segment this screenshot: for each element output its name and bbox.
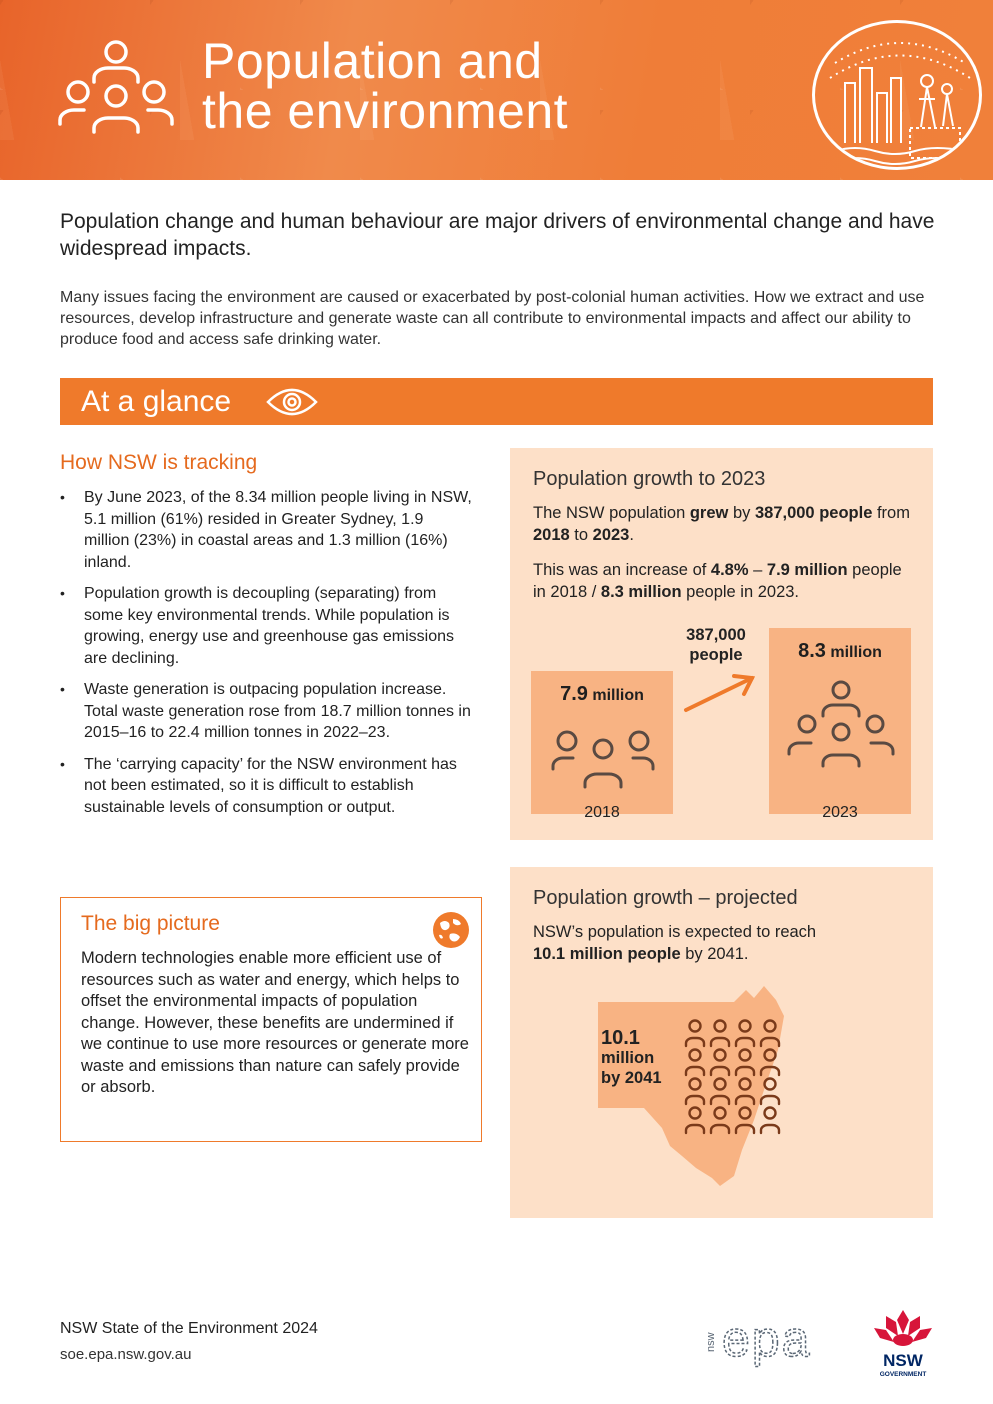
waratah-flower-icon [874,1310,932,1346]
person-icon-head [715,1021,726,1032]
person-icon-body [711,1038,729,1046]
bullet: • [60,681,65,697]
big-picture-box [60,897,482,1142]
bullet: • [60,755,65,772]
growth-heading: Population growth to 2023 [533,468,766,490]
nsw-government-logo [866,1306,940,1380]
big-picture-text: Modern technologies enable more efficient use of resources such as water and energy, which helps to offset the environmental impacts of population change. However, these benefits are undermined if we continue to use more resources or generate more waste and emissions than nature can safely provide or absorb. [81,949,469,1096]
person-icon-head [690,1021,701,1032]
person-icon-head [740,1021,751,1032]
bullet: • [60,489,65,505]
person-icon-head [765,1050,776,1061]
nsw-logo-subtext: GOVERNMENT [879,1371,927,1378]
projected-line-2: by 2041. [680,945,749,963]
growth-arrow-label [674,625,758,665]
person-icon-body [686,1125,704,1133]
growth-arrow-icon [682,670,758,714]
person-icon-body [711,1125,729,1133]
at-a-glance-banner [60,378,933,425]
person-icon-head [765,1021,776,1032]
list-item [60,487,472,573]
header-banner [0,0,993,180]
population-growth-panel [510,448,933,840]
person-icon-body [736,1096,754,1104]
footer-title: NSW State of the Environment 2024 [60,1320,318,1337]
person-icon-head [690,1108,701,1119]
nsw-logo-text: NSW [883,1351,923,1370]
page-title-line-2: the environment [202,83,569,139]
people-group-icon [58,38,174,136]
aboriginal-artwork-emblem [812,20,982,170]
person-icon-head [690,1050,701,1061]
list-item [60,583,472,669]
projected-line-1: NSW’s population is expected to reach [533,923,817,941]
projected-highlight: 10.1 million people [533,945,681,963]
at-a-glance-title: At a glance [81,385,232,418]
growth-arrow-label-value: 387,000 [686,626,746,644]
person-icon-head [715,1079,726,1090]
person-icon-body [761,1067,779,1075]
population-projected-panel [510,867,933,1218]
growth-summary: The NSW population grew by 387,000 people from 2018 to 2023. [533,504,910,544]
list-item-text: Waste generation is outpacing population increase. Total waste generation rose from 18.7 million tonnes in 2015–16 to 22.4 million tonnes in 2022–23. [84,681,471,741]
person-icon-body [711,1096,729,1104]
year-2018-label: 2018 [584,804,620,821]
person-icon-body [736,1125,754,1133]
projected-label-value: 10.1 [601,1027,640,1049]
projected-heading: Population growth – projected [533,887,798,909]
person-icon-body [761,1125,779,1133]
person-icon-head [740,1050,751,1061]
people-group-icon [785,680,897,780]
growth-increase: This was an increase of 4.8% – 7.9 million people in 2018 / 8.3 million people in 2023. [533,561,902,601]
person-icon-head [690,1079,701,1090]
globe-icon [431,910,471,950]
growth-arrow-label-unit: people [689,646,743,664]
person-icon-body [761,1038,779,1046]
intro-body: Many issues facing the environment are caused or exacerbated by post-colonial human activities. How we extract and use resources, develop infrastructure and generate waste can all contribute to environmental impacts and affect our ability to produce food and access safe drinking water. [60,289,925,348]
population-2023-box [769,628,911,814]
projected-label-year: by 2041 [601,1069,662,1087]
list-item-text: The ‘carrying capacity’ for the NSW environment has not been estimated, so it is difficult to establish sustainable levels of consumption or output. [84,755,457,816]
list-item [60,679,472,744]
population-2018-value: 7.9 million [560,683,644,705]
person-icon-head [765,1108,776,1119]
page-title [202,33,569,139]
person-icon-head [740,1108,751,1119]
person-icon-body [711,1067,729,1075]
tracking-list [60,487,472,828]
person-icon-head [715,1050,726,1061]
page-title-line-1: Population and [202,33,543,89]
list-item [60,754,472,819]
epa-logo-nsw-text: nsw [705,1332,717,1352]
projected-summary [533,921,918,965]
projected-label [601,1028,662,1088]
nsw-epa-logo [700,1312,850,1372]
person-icon-body [761,1096,779,1104]
list-item-text: By June 2023, of the 8.34 million people living in NSW, 5.1 million (61%) resided in Greater Sydney, 1.9 million (23%) in coastal areas and 1.3 million (16%) inland. [84,489,472,571]
people-grid-icon [683,1018,783,1138]
tracking-heading: How NSW is tracking [60,451,258,474]
people-group-icon [551,727,655,793]
projected-label-unit: million [601,1049,655,1067]
bullet: • [60,585,65,601]
person-icon-body [736,1038,754,1046]
big-picture-heading: The big picture [81,912,220,935]
artwork-illustration [815,23,982,170]
population-2018-box [531,671,673,814]
person-icon-head [740,1079,751,1090]
person-icon-head [765,1079,776,1090]
intro-lead: Population change and human behaviour are major drivers of environmental change and have widespread impacts. [60,210,935,260]
person-icon-body [736,1067,754,1075]
year-2023-label: 2023 [822,804,858,821]
population-2023-value: 8.3 million [798,640,882,662]
person-icon-body [686,1067,704,1075]
person-icon-body [686,1096,704,1104]
person-icon-head [715,1108,726,1119]
epa-logo-text: epa [722,1312,812,1367]
list-item-text: Population growth is decoupling (separating) from some key environmental trends. While population is growing, energy use and greenhouse gas emissions are declining. [84,585,455,667]
person-icon-body [686,1038,704,1046]
eye-icon [266,386,318,418]
footer-url[interactable]: soe.epa.nsw.gov.au [60,1346,192,1363]
